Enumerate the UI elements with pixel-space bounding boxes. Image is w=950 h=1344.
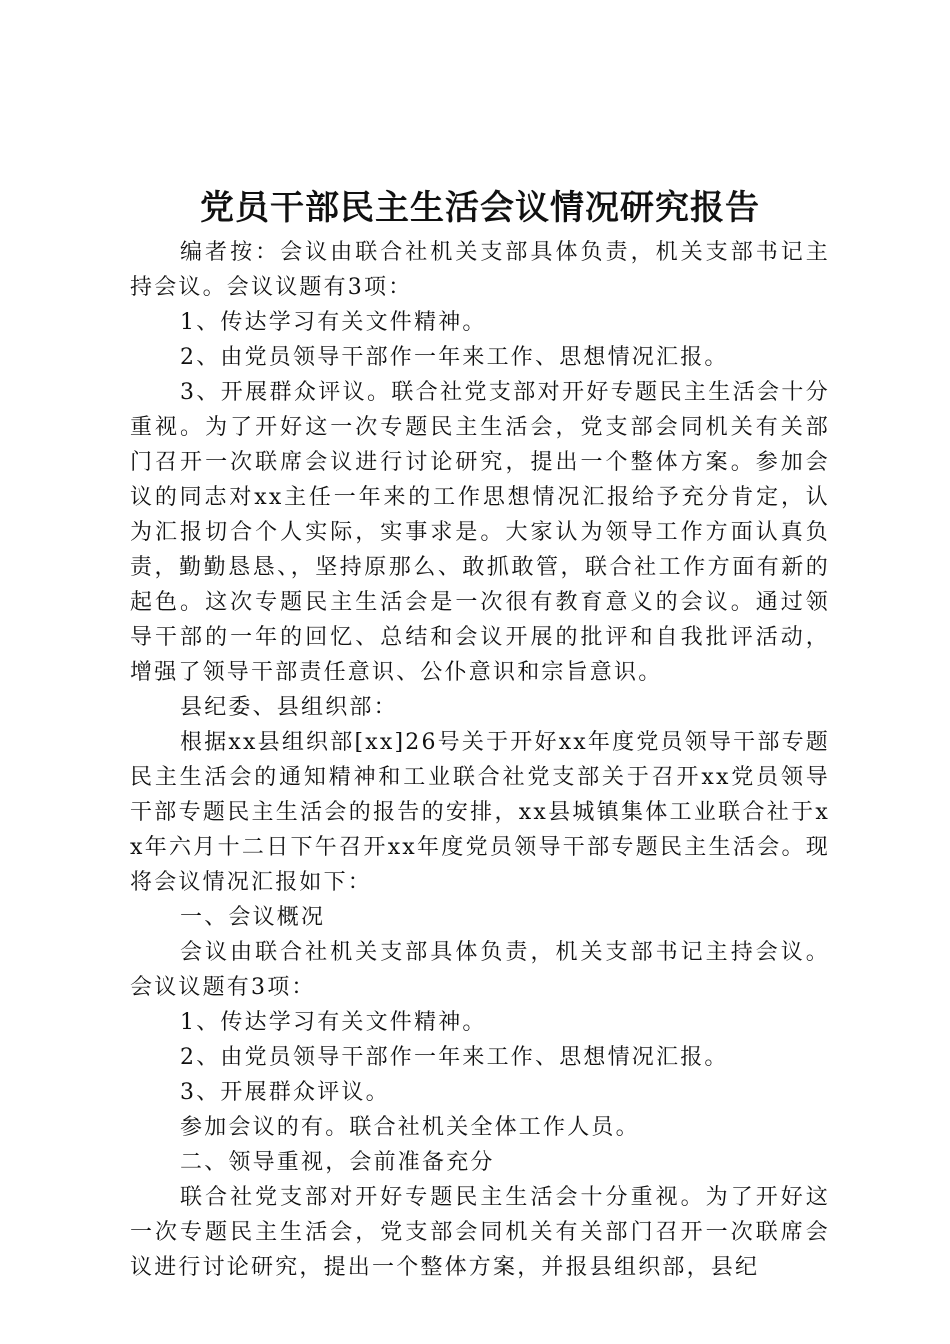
paragraph: 会议由联合社机关支部具体负责，机关支部书记主持会议。会议议题有3项： (130, 940, 830, 1000)
paragraph: 参加会议的有。联合社机关全体工作人员。 (180, 1115, 640, 1140)
paragraph: 1、传达学习有关文件精神。 (180, 310, 487, 335)
paragraph: 3、开展群众评议。联合社党支部对开好专题民主生活会十分重视。为了开好这一次专题民主生活会，党支部会同机关有关部门召开一次联席会议进行讨论研究，提出一个整体方案。参加会议的同志对xx主任一年来的工作思想情况汇报给予充分肯定，认为汇报切合个人实际，实事求是。大家认为领导工作方面认真负责，勤勤恳恳、，坚持原那么、敢抓敢管，联合社工作方面有新的起色。这次专题民主生活会是一次很有教育意义的会议。通过领导干部的一年的回忆、总结和会议开展的批评和自我批评活动，增强了领导干部责任意识、公仆意识和宗旨意识。 (130, 380, 830, 685)
document-body (130, 235, 830, 1285)
paragraph: 3、开展群众评议。 (180, 1080, 390, 1105)
section-heading: 二、领导重视，会前准备充分 (180, 1150, 495, 1175)
paragraph: 编者按：会议由联合社机关支部具体负责，机关支部书记主持会议。会议议题有3项： (130, 240, 830, 300)
paragraph: 根据xx县组织部[xx]26号关于开好xx年度党员领导干部专题民主生活会的通知精神和工业联合社党支部关于召开xx党员领导干部专题民主生活会的报告的安排，xx县城镇集体工业联合社于xx年六月十二日下午召开xx年度党员领导干部专题民主生活会。现将会议情况汇报如下： (130, 730, 830, 895)
document-title: 党员干部民主生活会议情况研究报告 (200, 188, 760, 228)
paragraph: 联合社党支部对开好专题民主生活会十分重视。为了开好这一次专题民主生活会，党支部会同机关有关部门召开一次联席会议进行讨论研究，提出一个整体方案，并报县组织部，县纪 (130, 1185, 830, 1280)
paragraph: 1、传达学习有关文件精神。 (180, 1010, 487, 1035)
section-heading: 一、会议概况 (180, 905, 326, 930)
paragraph: 县纪委、县组织部： (180, 695, 398, 720)
paragraph: 2、由党员领导干部作一年来工作、思想情况汇报。 (180, 345, 729, 370)
paragraph: 2、由党员领导干部作一年来工作、思想情况汇报。 (180, 1045, 729, 1070)
